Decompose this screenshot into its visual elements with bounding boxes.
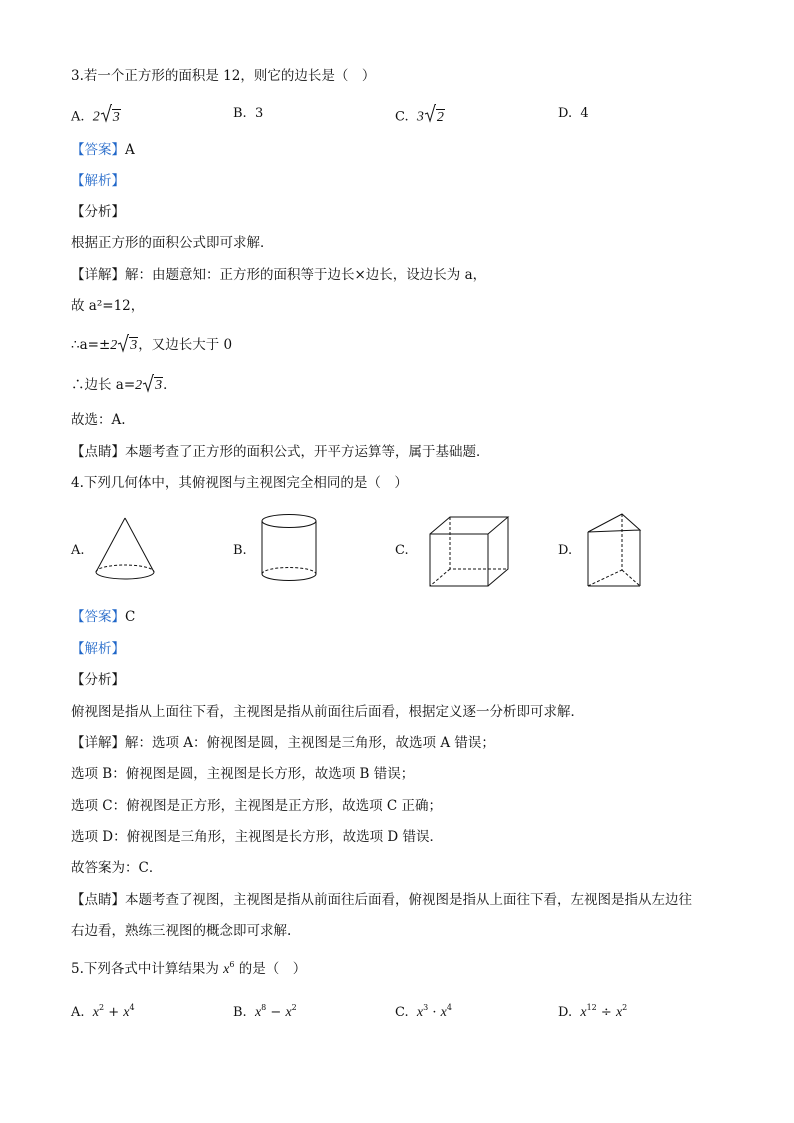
q4-line-c: 选项 C：俯视图是正方形，主视图是正方形，故选项 C 正确； <box>71 798 443 814</box>
base-1: x <box>416 1005 424 1020</box>
coef: 3 <box>416 109 424 125</box>
q3-option-a <box>71 103 121 131</box>
base-2: x <box>285 1005 292 1020</box>
q3-fenxi-tag: 【分析】 <box>71 204 125 220</box>
coef: 2 <box>110 338 118 353</box>
step-post: ，又边长大于 0 <box>138 337 233 353</box>
radicand: 3 <box>130 338 138 353</box>
base-2: x <box>440 1005 447 1020</box>
option-label: A. <box>71 1005 85 1020</box>
answer-tag: 【答案】 <box>71 609 125 625</box>
dianjing-tag: 【点睛】 <box>71 892 125 908</box>
q5-option-a <box>71 997 135 1024</box>
q4-xiangjie <box>71 734 495 752</box>
xiangjie-text: 解：由题意知：正方形的面积等于边长×边长，设边长为 a， <box>125 267 487 283</box>
radicand: 3 <box>155 378 163 393</box>
option-label: D. <box>558 106 573 121</box>
q3-answer <box>71 141 135 159</box>
q5-stem <box>71 956 306 979</box>
base-2: x <box>615 1005 623 1020</box>
q4-option-a-label: A. <box>71 543 85 558</box>
exp-2: 2 <box>291 1003 297 1012</box>
q4-option-d-label: D. <box>558 543 573 558</box>
operator: ÷ <box>596 1005 616 1020</box>
option-value: 3 <box>254 106 264 121</box>
q3-option-b <box>233 103 263 125</box>
triangular-prism-figure <box>584 510 644 590</box>
option-value: 4 <box>580 106 589 121</box>
option-label: B. <box>233 1005 247 1020</box>
option-label: D. <box>558 1005 573 1020</box>
q4-option-b-label: B. <box>233 543 247 558</box>
dianjing-text: 本题考查了视图，主视图是指从前面往后面看，俯视图是指从上面往下看，左视图是指从左边往 <box>125 892 692 908</box>
q3-xiangjie <box>71 266 486 284</box>
step-pre: ∴边长 a= <box>71 377 136 393</box>
cube-figure <box>426 514 512 590</box>
step-post: ． <box>163 377 177 393</box>
exp-1: 3 <box>423 1003 429 1012</box>
q4-stem: 4.下列几何体中，其俯视图与主视图完全相同的是（ ） <box>71 475 408 491</box>
q4-dianjing-1 <box>71 891 692 909</box>
q3-step1: 故 a²=12， <box>71 298 145 314</box>
answer-value: A <box>125 142 135 158</box>
operator: − <box>266 1005 286 1020</box>
stem-base: x <box>223 962 230 977</box>
radicand: 2 <box>436 109 444 125</box>
operator: · <box>428 1005 441 1020</box>
dianjing-tag: 【点睛】 <box>71 444 125 460</box>
sqrt-sign <box>424 103 436 131</box>
sqrt-sign <box>117 333 129 358</box>
exp-2: 4 <box>446 1003 452 1012</box>
exp-1: 2 <box>99 1003 105 1012</box>
cylinder-figure <box>258 512 320 584</box>
q4-choose: 故答案为：C． <box>71 860 163 876</box>
exp-2: 4 <box>129 1003 135 1012</box>
q3-stem: 3.若一个正方形的面积是 12，则它的边长是（ ） <box>71 68 376 84</box>
q4-fenxi-tag: 【分析】 <box>71 672 125 688</box>
q3-step3 <box>71 373 177 398</box>
radicand: 3 <box>112 109 120 125</box>
q4-jiexi-tag: 【解析】 <box>71 641 125 657</box>
sqrt-sign <box>142 373 154 398</box>
option-label: B. <box>233 106 247 121</box>
sqrt-sign <box>100 103 112 131</box>
dianjing-text: 本题考查了正方形的面积公式，开平方运算等，属于基础题． <box>125 444 490 460</box>
stem-pre: 5.下列各式中计算结果为 <box>71 961 224 977</box>
answer-value: C <box>125 609 136 625</box>
operator: + <box>104 1005 124 1020</box>
option-label: C. <box>395 109 409 125</box>
option-label: C. <box>395 1005 409 1020</box>
q3-option-d <box>558 103 589 125</box>
q3-option-c <box>395 103 445 131</box>
xiangjie-text: 解：选项 A：俯视图是圆，主视图是三角形，故选项 A 错误； <box>125 735 495 751</box>
cone-figure <box>92 516 158 584</box>
option-label: A. <box>71 109 85 125</box>
q4-dianjing-2: 右边看，熟练三视图的概念即可求解. <box>71 923 292 939</box>
exp-2: 2 <box>622 1003 628 1012</box>
q3-fenxi: 根据正方形的面积公式即可求解． <box>71 235 274 251</box>
q4-answer <box>71 608 135 626</box>
xiangjie-tag: 【详解】 <box>71 267 125 283</box>
step-pre: ∴a=± <box>71 337 111 353</box>
xiangjie-tag: 【详解】 <box>71 735 125 751</box>
q4-line-b: 选项 B：俯视图是圆，主视图是长方形，故选项 B 错误； <box>71 766 415 782</box>
stem-post: 的是（ ） <box>234 961 307 977</box>
q5-option-d <box>558 997 627 1024</box>
q4-fenxi: 俯视图是指从上面往下看，主视图是指从前面往后面看，根据定义逐一分析即可求解． <box>71 704 584 720</box>
coef: 2 <box>135 378 143 393</box>
q4-line-d: 选项 D：俯视图是三角形，主视图是长方形，故选项 D 错误． <box>71 829 444 845</box>
q5-option-b <box>233 997 297 1024</box>
q3-jiexi-tag: 【解析】 <box>71 173 125 189</box>
base-1: x <box>254 1005 262 1020</box>
q3-step2 <box>71 333 232 358</box>
coef: 2 <box>92 109 100 125</box>
exp-1: 12 <box>586 1003 597 1012</box>
stem-exp: 6 <box>229 960 235 969</box>
base-1: x <box>92 1005 100 1020</box>
answer-tag: 【答案】 <box>71 142 125 158</box>
exp-1: 8 <box>261 1003 267 1012</box>
base-2: x <box>123 1005 130 1020</box>
base-1: x <box>580 1005 587 1020</box>
q3-dianjing <box>71 443 490 461</box>
q4-option-c-label: C. <box>395 543 409 558</box>
q3-choose: 故选：A. <box>71 412 126 428</box>
q5-option-c <box>395 997 452 1024</box>
